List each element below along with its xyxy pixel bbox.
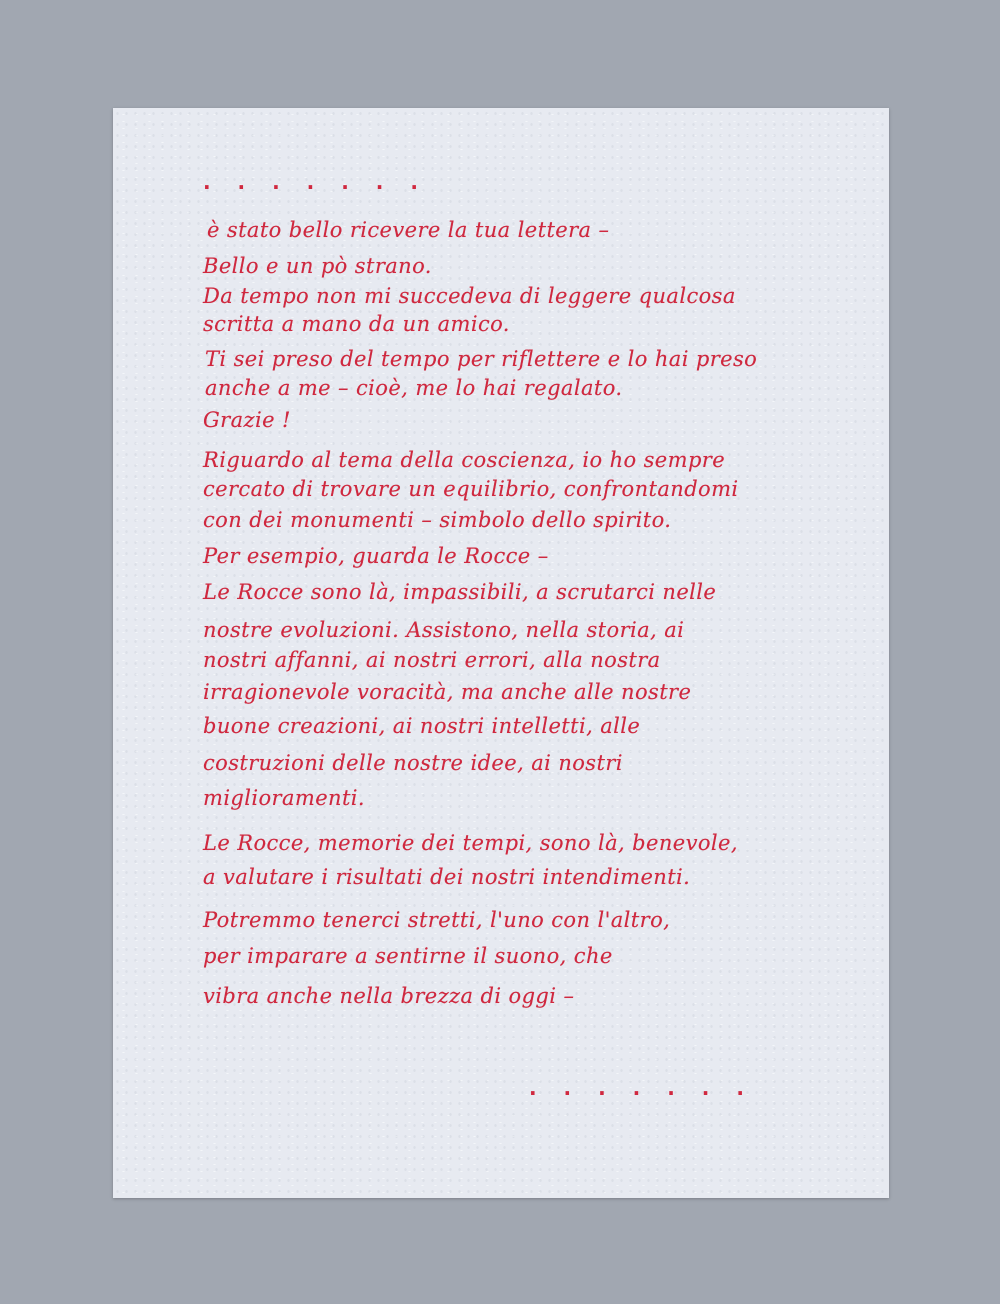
letter-line: Bello e un pò strano. <box>203 254 432 278</box>
letter-sheet <box>113 108 889 1198</box>
letter-line: Grazie ! <box>203 408 291 432</box>
letter-line: nostre evoluzioni. Assistono, nella storia, ai <box>203 618 685 642</box>
letter-line: nostri affanni, ai nostri errori, alla nostra <box>203 648 661 672</box>
letter-line: cercato di trovare un equilibrio, confrontandomi <box>203 477 739 501</box>
letter-line: scritta a mano da un amico. <box>203 312 510 336</box>
letter-line: per imparare a sentirne il suono, che <box>203 944 613 968</box>
letter-line: irragionevole voracità, ma anche alle nostre <box>203 680 692 704</box>
letter-line: buone creazioni, ai nostri intelletti, alle <box>203 714 641 738</box>
letter-line: Per esempio, guarda le Rocce – <box>203 544 549 568</box>
letter-line: Ti sei preso del tempo per riflettere e lo hai preso <box>205 347 758 371</box>
letter-line: Potremmo tenerci stretti, l'uno con l'altro, <box>203 908 671 932</box>
letter-line: Da tempo non mi succedeva di leggere qualcosa <box>203 284 736 308</box>
letter-line: Riguardo al tema della coscienza, io ho sempre <box>203 448 726 472</box>
letter-line: è stato bello ricevere la tua lettera – <box>207 218 610 242</box>
letter-line: Le Rocce sono là, impassibili, a scrutarci nelle <box>203 580 717 604</box>
letter-line: Le Rocce, memorie dei tempi, sono là, benevole, <box>203 831 738 855</box>
letter-line: costruzioni delle nostre idee, ai nostri <box>203 751 623 775</box>
closing-dots: . . . . . . . <box>529 1076 754 1100</box>
letter-line: anche a me – cioè, me lo hai regalato. <box>205 376 623 400</box>
letter-line: a valutare i risultati dei nostri intendimenti. <box>203 865 691 889</box>
letter-line: vibra anche nella brezza di oggi – <box>203 984 575 1008</box>
opening-dots: . . . . . . . <box>203 170 428 194</box>
letter-line: con dei monumenti – simbolo dello spirito. <box>203 508 672 532</box>
letter-line: miglioramenti. <box>203 786 366 810</box>
